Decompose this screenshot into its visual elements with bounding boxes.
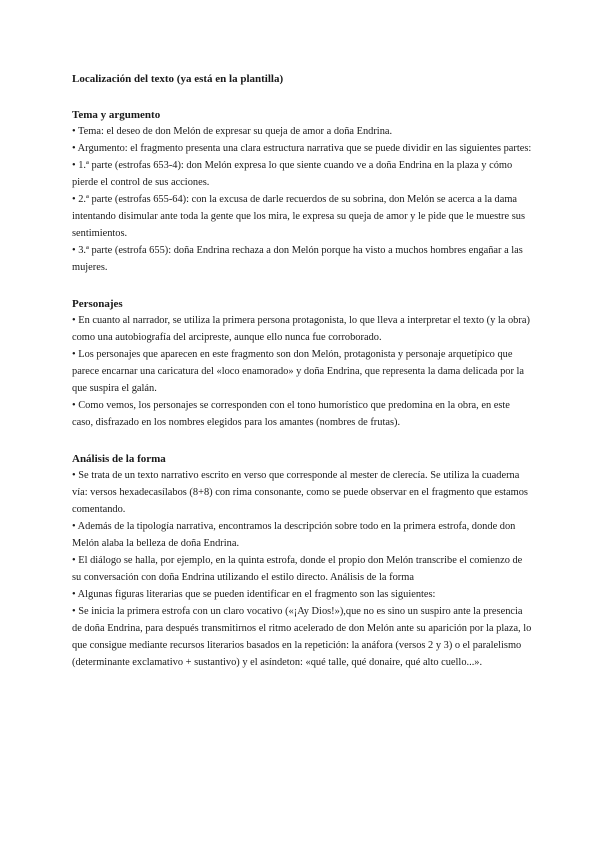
section-heading: Tema y argumento: [72, 109, 161, 121]
section-tema-argumento: [72, 107, 532, 276]
section-analisis-forma: [72, 451, 532, 671]
paragraph: • Además de la tipología narrativa, encontramos la descripción sobre todo en la primera estrofa, donde don Melón alaba la belleza de doña Endrina.: [72, 521, 516, 549]
paragraph: • El diálogo se halla, por ejemplo, en la quinta estrofa, donde el propio don Melón transcribe el comienzo de su conversación con doña Endrina utilizando el estilo directo. Análisis de la forma: [72, 555, 523, 583]
section-heading: Análisis de la forma: [72, 453, 166, 465]
paragraph: • 1.ª parte (estrofas 653-4): don Melón expresa lo que siente cuando ve a doña Endrina en la plaza y cómo pierde el control de sus acciones.: [72, 160, 513, 188]
paragraph: • Los personajes que aparecen en este fragmento son don Melón, protagonista y personaje arquetípico que parece encarnar una caricatura del «loco enamorado» y doña Endrina, que representa la dama delicada por la que suspira el galán.: [72, 349, 525, 394]
paragraph: • Tema: el deseo de don Melón de expresar su queja de amor a doña Endrina.: [72, 126, 393, 137]
paragraph: • Algunas figuras literarias que se pueden identificar en el fragmento son las siguientes:: [72, 589, 436, 600]
document-content: [72, 71, 532, 691]
paragraph: • Se trata de un texto narrativo escrito en verso que corresponde al mester de clerecía. Se utiliza la cuaderna vía: versos hexadecasílabos (8+8) con rima consonante, como se puede observar en el fragmento que estamos comentando.: [72, 470, 528, 515]
paragraph: • 2.ª parte (estrofas 655-64): con la excusa de darle recuerdos de su sobrina, don Melón se acerca a la dama intentando disimular ante toda la gente que los mira, le expresa su queja de amor y le pide que le muestre sus sentimientos.: [72, 194, 526, 239]
paragraph: • Como vemos, los personajes se corresponden con el tono humorístico que predomina en la obra, en este caso, disfrazado en los nombres elegidos para los amantes (nombres de frutas).: [72, 400, 510, 428]
section-heading: Personajes: [72, 298, 123, 310]
paragraph: • En cuanto al narrador, se utiliza la primera persona protagonista, lo que lleva a interpretar el texto (y la obra) como una autobiografía del arcipreste, aunque ello nunca fue corroborado.: [72, 315, 530, 343]
paragraph: • 3.ª parte (estrofa 655): doña Endrina rechaza a don Melón porque ha visto a muchos hombres engañar a las mujeres.: [72, 245, 523, 273]
section-personajes: [72, 296, 532, 431]
paragraph: • Argumento: el fragmento presenta una clara estructura narrativa que se puede dividir en las siguientes partes:: [72, 143, 532, 154]
paragraph: • Se inicia la primera estrofa con un claro vocativo («¡Ay Dios!»),que no es sino un suspiro ante la presencia de doña Endrina, para después transmitirnos el ritmo acelerado de don Melón ante su aparición por la plaza, lo que consigue mediante recursos literarios basados en la repetición: la anáfora (versos 2 y 3) o el paralelismo (determinante exclamativo + sustantivo) y el asíndeton: «qué talle, qué donaire, qué alto cuello...».: [72, 606, 532, 668]
localizacion-heading: Localización del texto (ya está en la plantilla): [72, 73, 284, 85]
